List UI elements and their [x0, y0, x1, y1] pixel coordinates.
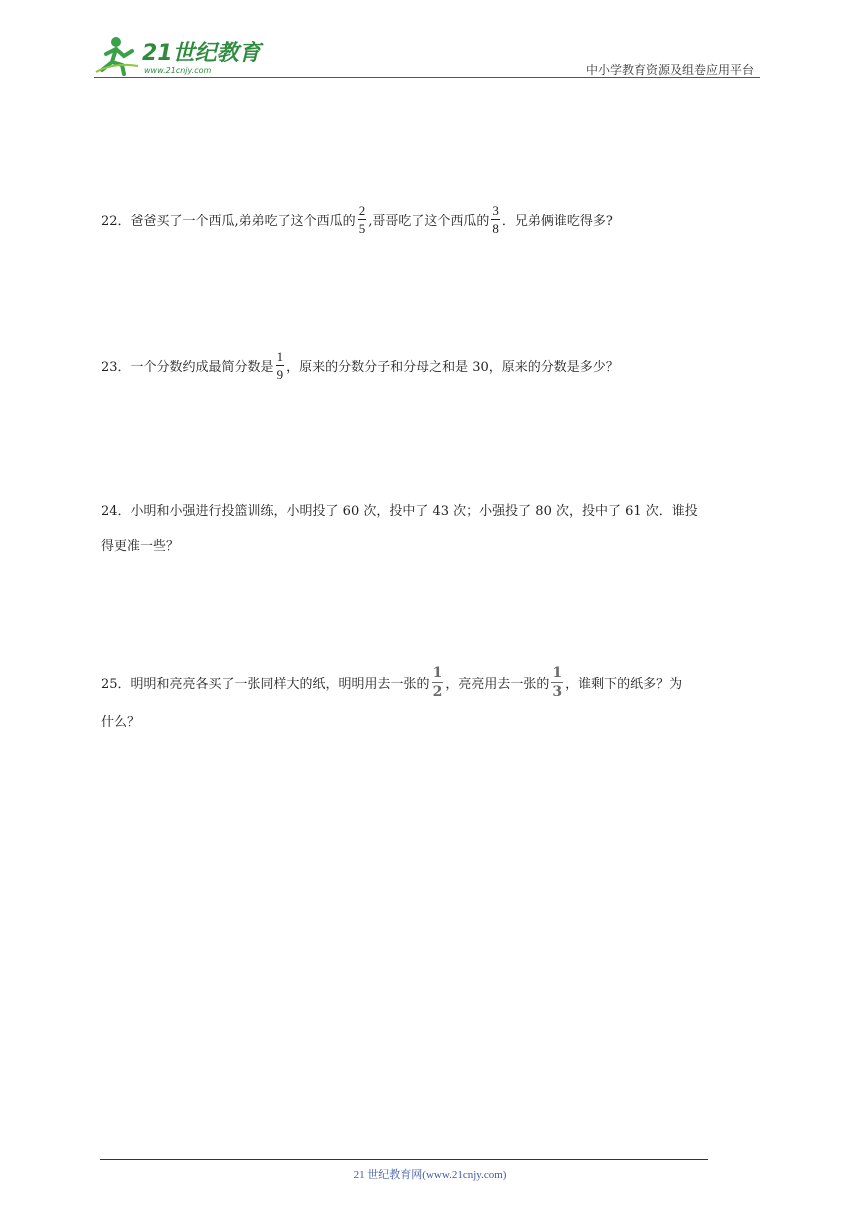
fraction: [491, 204, 500, 235]
question-25: [101, 666, 761, 730]
svg-text:21世纪教育: 21世纪教育: [142, 41, 261, 66]
fraction-bar: [432, 682, 444, 683]
footer-divider: [100, 1159, 708, 1160]
question-text: 小明和小强进行投篮训练，小明投了 60 次，投中了 43 次；小强投了 80 次，投中了 61 次．谁投: [130, 503, 698, 519]
footer-text: 21 世纪教育网(www.21cnjy.com): [353, 1169, 507, 1181]
fraction-bar: [276, 365, 285, 366]
svg-text:www.21cnjy.com: www.21cnjy.com: [144, 66, 212, 75]
fraction: [432, 666, 444, 699]
page-header: [94, 32, 760, 78]
question-text-continued: 得更准一些？: [101, 538, 180, 554]
question-text: 明明和亮亮各买了一张同样大的纸，明明用去一张的: [130, 677, 430, 692]
fraction-bar: [358, 219, 367, 220]
question-23: [101, 350, 761, 381]
question-text: 一个分数约成最简分数是: [130, 360, 274, 375]
fraction-numerator: 1: [552, 665, 563, 681]
fraction-bar: [491, 219, 500, 220]
question-text-continued: 什么？: [101, 715, 141, 730]
fraction-denominator: 2: [432, 684, 443, 700]
fraction-denominator: 5: [358, 221, 366, 236]
fraction: [358, 204, 367, 235]
fraction-denominator: 8: [492, 221, 499, 236]
question-text: ，亮亮用去一张的: [445, 677, 550, 692]
question-number: 22．: [101, 214, 131, 229]
question-24: [101, 500, 761, 553]
site-logo: [94, 32, 264, 78]
question-text: ，谁剩下的纸多？为: [565, 677, 683, 692]
fraction-numerator: 3: [492, 203, 499, 218]
question-text: ,哥哥吃了这个西瓜的: [368, 214, 490, 229]
fraction: [276, 350, 285, 381]
question-number: 25．: [101, 677, 131, 692]
question-number: 24．: [101, 503, 131, 519]
question-22: [101, 204, 761, 235]
fraction-numerator: 1: [276, 349, 284, 364]
header-divider: [94, 77, 760, 78]
fraction-bar: [551, 682, 563, 683]
platform-name: 中小学教育资源及组卷应用平台: [585, 63, 754, 77]
question-text: ，原来的分数分子和分母之和是 30，原来的分数是多少？: [286, 360, 619, 375]
fraction-denominator: 9: [276, 367, 284, 382]
question-text: 爸爸买了一个西瓜,弟弟吃了这个西瓜的: [130, 214, 356, 229]
fraction-denominator: 3: [552, 684, 563, 700]
fraction-numerator: 2: [358, 203, 366, 218]
fraction-numerator: 1: [432, 665, 443, 681]
question-number: 23．: [101, 360, 131, 375]
fraction: [551, 666, 563, 699]
question-text: ．兄弟俩谁吃得多?: [501, 214, 613, 229]
